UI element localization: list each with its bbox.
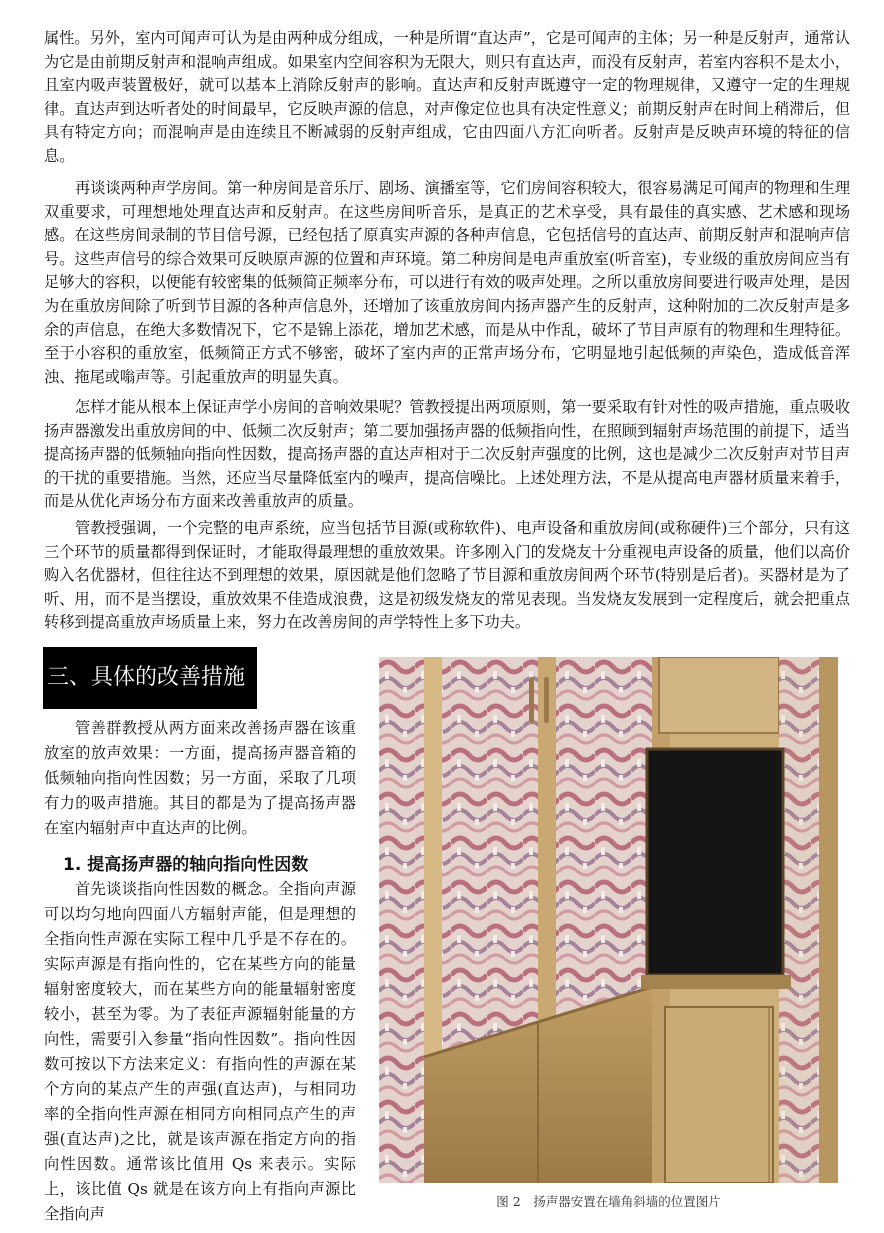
section-intro-paragraph: 管善群教授从两方面来改善扬声器在该重放室的放声效果：一方面，提高扬声器音箱的低频轴向指向性因数；另一方面，采取了几项有力的吸声措施。其目的都是为了提高扬声器在室内辐射声中直达声的比例。 [44, 719, 356, 837]
photo-illustration [379, 657, 838, 1183]
subsection-heading: 1. 提高扬声器的轴向指向性因数 [63, 855, 309, 875]
body-paragraph-3: 怎样才能从根本上保证声学小房间的音响效果呢？管教授提出两项原则，第一要采取有针对性的吸声措施，重点吸收扬声器激发出重放房间的中、低频二次反射声；第二要加强扬声器的低频指向性，在照顾到辐射声场范围的前提下，适当提高扬声器的低频轴向指向性因数，提高扬声器的直达声相对于二次反射声强度的比例，这也是减少二次反射声对节目声的干扰的重要措施。当然，还应当尽量降低室内的噪声，提高信噪比。上述处理方法，不是从提高电声器材质量来着手，而是从优化声场分布方面来改善重放声的质量。 [44, 398, 850, 511]
subsection-body-paragraph: 首先谈谈指向性因数的概念。全指向声源可以均匀地向四面八方辐射声能，但是理想的全指向性声源在实际工程中几乎是不存在的。实际声源是有指向性的，它在某些方向的能量辐射密度较大，而在某些方向的能量辐射密度较小，甚至为零。为了表征声源辐射能量的方向性，需要引入参量“指向性因数”。指向性因数可按以下方法来定义：有指向性的声源在某个方向的某点产生的声强(直达声)，与相同功率的全指向性声源在相同方向相同点产生的声强(直达声)之比，就是该声源在指定方向的指向性因数。通常该比值用 Qs 来表示。实际上，该比值 Qs 就是在该方向上有指向声源比全指向声 [44, 880, 356, 1223]
body-paragraph-4: 管教授强调，一个完整的电声系统，应当包括节目源(或称软件)、电声设备和重放房间(或称硬件)三个部分，只有这三个环节的质量都得到保证时，才能取得最理想的重放效果。许多刚入门的发烧友十分重视电声设备的质量，他们以高价购入名优器材，但往往达不到理想的效果，原因就是他们忽略了节目源和重放房间两个环节(特别是后者)。买器材是为了听、用，而不是当摆设，重放效果不佳造成浪费，这是初级发烧友的常见表现。当发烧友发展到一定程度后，就会把重点转移到提高重放声场质量上来，努力在改善房间的声学特性上多下功夫。 [44, 519, 850, 632]
speaker-corner-photo [379, 657, 838, 1183]
body-paragraph-2: 再谈谈两种声学房间。第一种房间是音乐厅、剧场、演播室等，它们房间容积较大，很容易满足可闻声的物理和生理双重要求，可理想地处理直达声和反射声。在这些房间听音乐，是真正的艺术享受，具有最佳的真实感、艺术感和现场感。在这些房间录制的节目信号源，已经包括了原真实声源的各种声信息，它包括信号的直达声、前期反射声和混响声信号。这些声信号的综合效果可反映原声源的位置和声环境。第二种房间是电声重放室(听音室)，专业级的重放房间应当有足够大的容积，以便能有较密集的低频简正频率分布，可以进行有效的吸声处理。之所以重放房间要进行吸声处理，是因为在重放房间除了听到节目源的各种声信息外，还增加了该重放房间内扬声器产生的反射声，这种附加的二次反射声是多余的声信息，在绝大多数情况下，它不是锦上添花，增加艺术感，而是从中作乱，破坏了节目声原有的物理和生理特征。至于小容积的重放室，低频简正方式不够密，破坏了室内声的正常声场分布，它明显地引起低频的声染色，造成低音浑浊、拖尾或嗡声等。引起重放声的明显失真。 [44, 179, 850, 386]
body-paragraph-1: 属性。另外，室内可闻声可认为是由两种成分组成，一种是所谓“直达声”，它是可闻声的主体；另一种是反射声，通常认为它是由前期反射声和混响声组成。如果室内空间容积为无限大，则只有直达声，而没有反射声，若室内容积不是太小，且室内吸声装置极好，就可以基本上消除反射声的影响。直达声和反射声既遵守一定的物理规律，又遵守一定的生理规律。直达声到达听者处的时间最早，它反映声源的信息，对声像定位也具有决定性意义；前期反射声在时间上稍滞后，但具有特定方向；而混响声是由连续且不断减弱的反射声组成，它由四面八方汇向听者。反射声是反映声环境的特征的信息。 [44, 29, 850, 165]
figure-caption: 图 2 扬声器安置在墙角斜墙的位置图片 [496, 1194, 721, 1209]
section-heading: 三、具体的改善措施 [43, 647, 257, 709]
